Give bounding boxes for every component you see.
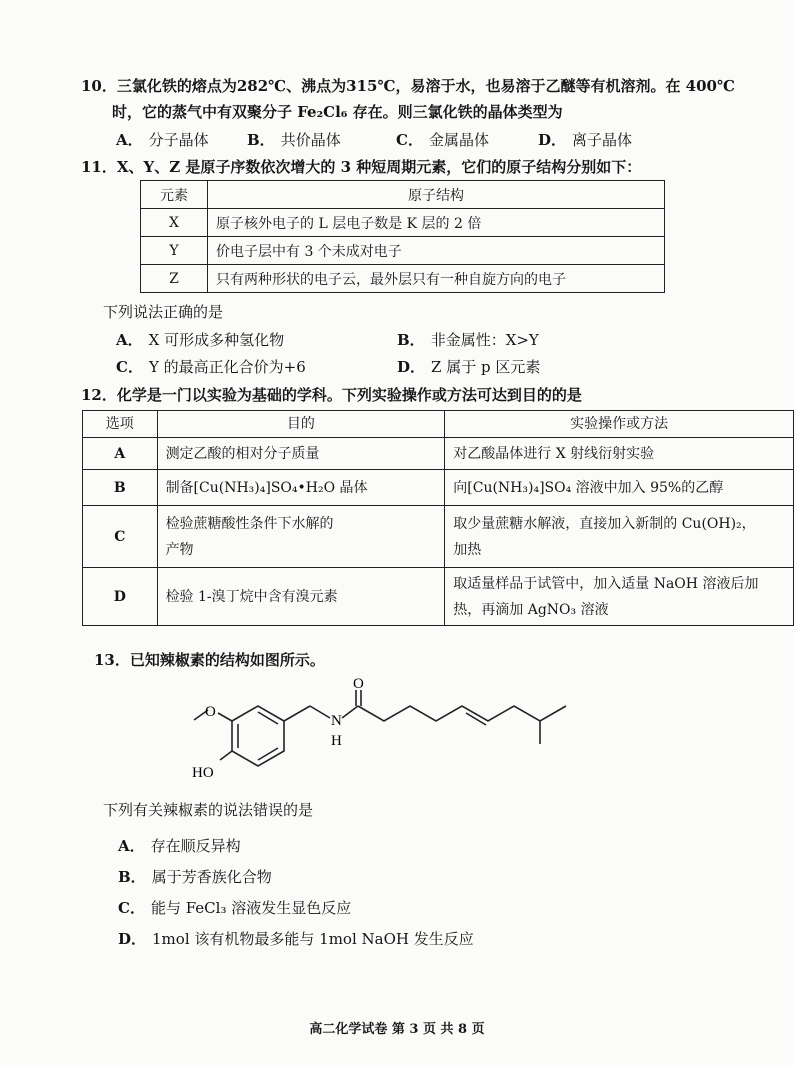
q10-option-c: C． 金属晶体 [396,131,489,149]
q10-stem-line1: 10．三氯化铁的熔点为282℃、沸点为315℃，易溶于水，也易溶于乙醚等有机溶剂。在 400℃ [81,77,735,95]
q11-stem: 11．X、Y、Z 是原子序数依次增大的 3 种短周期元素，它们的原子结构分别如下： [81,158,642,176]
q13-option-b: B． 属于芳香族化合物 [118,868,272,886]
q11-option-a: A． X 可形成多种氢化物 [116,331,285,349]
table-cell-option: D [83,568,158,626]
table-header-cell: 目的 [157,411,445,438]
q11-option-b: B． 非金属性：X>Y [397,331,539,349]
table-cell-goal: 测定乙酸的相对分子质量 [157,438,445,470]
table-cell-goal: 制备[Cu(NH₃)₄]SO₄•H₂O 晶体 [157,470,445,506]
table-cell-method: 取适量样品于试管中，加入适量 NaOH 溶液后加 热，再滴加 AgNO₃ 溶液 [445,568,794,626]
capsaicin-structure-diagram [180,676,580,788]
methoxy-oxygen-label: O [205,704,216,720]
q10-option-a: A． 分子晶体 [116,131,209,149]
q13-option-a: A． 存在顺反异构 [118,837,241,855]
ch2-n-bond [310,706,330,718]
table-header-cell: 原子结构 [208,181,665,209]
hydroxyl-label: HO [192,765,214,781]
alkyl-chain [358,706,566,721]
hydroxyl-bond [220,751,232,760]
q11-prompt: 下列说法正确的是 [103,303,224,321]
q10-option-b: B． 共价晶体 [247,131,341,149]
table-cell: 只有两种形状的电子云，最外层只有一种自旋方向的电子 [208,265,665,293]
table-cell-option: C [83,506,158,568]
amide-hydrogen-label: H [331,733,342,749]
table-header-cell: 元素 [141,181,208,209]
q12-experiment-table [82,410,794,626]
q10-option-d: D． 离子晶体 [538,131,633,149]
table-row [141,265,665,293]
ch2-bond [284,706,310,721]
amide-nitrogen-label: N [331,713,342,729]
carbonyl-oxygen-label: O [353,676,364,692]
table-header-cell: 选项 [83,411,158,438]
table-cell: 原子核外电子的 L 层电子数是 K 层的 2 倍 [208,209,665,237]
structure-bonds [194,690,566,766]
table-cell-method: 取少量蔗糖水解液，直接加入新制的 Cu(OH)₂， 加热 [445,506,794,568]
table-row [141,237,665,265]
benzene-ring [232,706,284,766]
table-row [83,506,794,568]
table-header-row [83,411,794,438]
q13-option-c: C． 能与 FeCl₃ 溶液发生显色反应 [118,899,352,917]
q13-prompt: 下列有关辣椒素的说法错误的是 [103,801,314,819]
table-row [83,470,794,506]
methoxy-bond [218,713,232,721]
table-header-cell: 实验操作或方法 [445,411,794,438]
q11-option-c: C． Y 的最高正化合价为+6 [116,358,306,376]
page-footer: 高二化学试卷 第 3 页 共 8 页 [309,1022,485,1037]
table-cell-goal: 检验蔗糖酸性条件下水解的 产物 [157,506,445,568]
table-cell: Y [141,237,208,265]
ring-double-bond [258,748,278,760]
table-cell: 价电子层中有 3 个未成对电子 [208,237,665,265]
table-cell-option: B [83,470,158,506]
q10-stem-line2: 时，它的蒸气中有双聚分子 Fe₂Cl₆ 存在。则三氯化铁的晶体类型为 [112,103,563,121]
ring-double-bond [258,712,278,724]
table-cell: X [141,209,208,237]
table-cell-method: 向[Cu(NH₃)₄]SO₄ 溶液中加入 95%的乙醇 [445,470,794,506]
table-header-row [141,181,665,209]
table-cell-option: A [83,438,158,470]
q13-option-d: D． 1mol 该有机物最多能与 1mol NaOH 发生反应 [118,930,474,948]
table-row [83,568,794,626]
q11-option-d: D． Z 属于 p 区元素 [397,358,541,376]
table-cell-goal: 检验 1-溴丁烷中含有溴元素 [157,568,445,626]
table-cell-method: 对乙酸晶体进行 X 射线衍射实验 [445,438,794,470]
table-row [141,209,665,237]
table-cell: Z [141,265,208,293]
table-row [83,438,794,470]
q11-element-table [140,180,665,293]
q12-stem: 12．化学是一门以实验为基础的学科。下列实验操作或方法可达到目的的是 [81,386,582,404]
amide-bond [342,706,358,718]
q13-stem: 13．已知辣椒素的结构如图所示。 [94,651,325,669]
